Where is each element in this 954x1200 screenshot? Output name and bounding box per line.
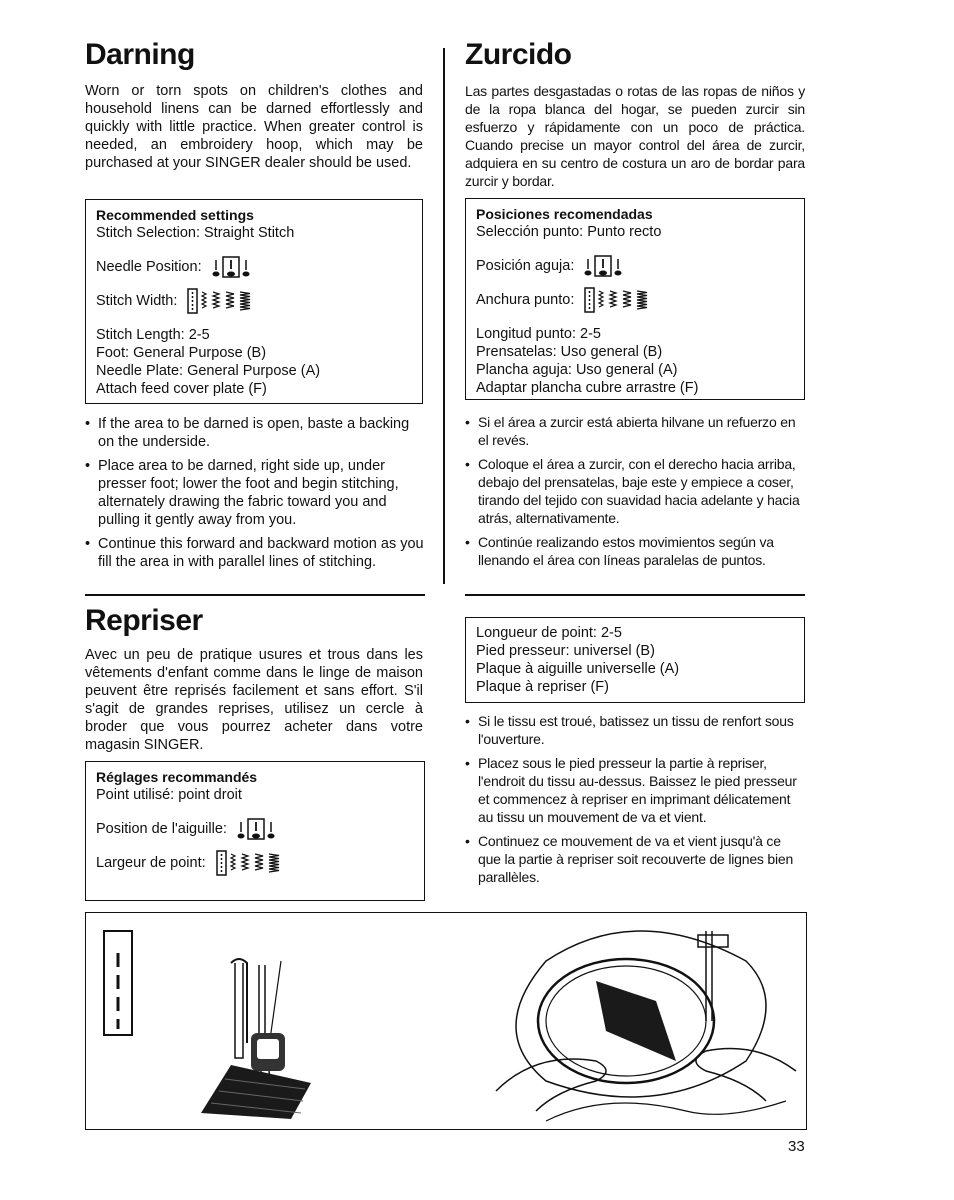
french-foot: Pied presseur: universel (B) [476, 643, 655, 659]
french-needle-position-row [96, 818, 414, 840]
spanish-stitch-length: Longitud punto: 2-5 [476, 326, 601, 342]
feed-cover-plate-icon [102, 929, 134, 1037]
list-item: • Continúe realizando estos movimientos según va llenando el área con líneas paralelas de puntos. [465, 533, 807, 569]
spanish-bullets [465, 413, 807, 575]
stitch-width-zero-icon [584, 287, 654, 313]
needle-position-center-icon [584, 255, 624, 277]
french-stitch-length: Longueur de point: 2-5 [476, 625, 622, 641]
spanish-foot: Prensatelas: Uso general (B) [476, 344, 663, 360]
english-needle-position-row [96, 256, 412, 278]
embroidery-hoop-hands-illustration [486, 921, 806, 1127]
spanish-intro: Las partes desgastadas o rotas de las ropas de niños y de la ropa blanca del hogar, se pueden zurcir sin esfuerzo y rápidamente con un poco de práctica. Cuando precise un mayor control del área de zurcir, adquiera en su centro de costura un aro de bordar para zurcir y bordar. [465, 83, 805, 189]
french-title: Repriser [85, 604, 203, 637]
english-title: Darning [85, 38, 195, 71]
french-bullets [465, 712, 807, 892]
spanish-stitch-width-row [476, 287, 794, 313]
darning-illustration-panel [85, 912, 807, 1130]
english-stitch-selection: Stitch Selection: Straight Stitch [96, 225, 295, 241]
french-needle-plate: Plaque à aiguille universelle (A) [476, 661, 680, 677]
french-stitch-width-row [96, 850, 414, 876]
french-stitch-selection: Point utilisé: point droit [96, 787, 242, 803]
list-item: • Coloque el área a zurcir, con el derecho hacia arriba, debajo del prensatelas, baje este y empiece a coser, tirando del tejido con suavidad hacia adelante y hacia atrás, alternativamente. [465, 455, 807, 527]
list-item: • Si el área a zurcir está abierta hilvane un refuerzo en el revés. [465, 413, 807, 449]
spanish-stitch-selection: Selección punto: Punto recto [476, 224, 662, 240]
column-divider [443, 48, 445, 584]
english-stitch-width-row [96, 288, 412, 314]
page-number: 33 [788, 1138, 805, 1155]
french-settings-box [85, 761, 425, 901]
spanish-needle-plate: Plancha aguja: Uso general (A) [476, 362, 678, 378]
spanish-feed-cover: Adaptar plancha cubre arrastre (F) [476, 380, 699, 396]
english-stitch-length: Stitch Length: 2-5 [96, 327, 210, 343]
english-foot: Foot: General Purpose (B) [96, 345, 267, 361]
french-intro: Avec un peu de pratique usures et trous dans les vêtements d'enfant comme dans le linge de maison peuvent être reprisés facilement et sans effort. S'il s'agit de grandes reprises, utilisez un cercle à broder que vous pourrez acheter dans votre magasin SINGER. [85, 647, 423, 753]
spanish-section [465, 40, 805, 190]
english-stitch-width-label: Stitch Width: [96, 292, 178, 309]
english-bullets [85, 415, 425, 577]
english-needle-position-label: Needle Position: [96, 258, 202, 275]
french-settings-heading: Réglages recommandés [96, 769, 258, 785]
french-settings-continued-box [465, 617, 805, 703]
french-stitch-width-label: Largeur de point: [96, 854, 206, 871]
spanish-settings-heading: Posiciones recomendadas [476, 206, 653, 222]
french-feed-cover: Plaque à repriser (F) [476, 679, 609, 695]
list-item: • Placez sous le pied presseur la partie à repriser, l'endroit du tissu au-dessus. Baissez le pied presseur et commencez à repriser en imprimant délicatement au tissu un mouvement de va et vient. [465, 754, 807, 826]
stitch-width-zero-icon [216, 850, 286, 876]
english-needle-plate: Needle Plate: General Purpose (A) [96, 363, 321, 379]
spanish-stitch-width-label: Anchura punto: [476, 291, 575, 308]
spanish-needle-position-label: Posición aguja: [476, 257, 575, 274]
french-section [85, 606, 423, 754]
stitch-width-zero-icon [187, 288, 257, 314]
list-item: • If the area to be darned is open, baste a backing on the underside. [85, 415, 425, 451]
spanish-title: Zurcido [465, 38, 572, 71]
presser-foot-needle-illustration [191, 953, 341, 1123]
list-item: • Continue this forward and backward motion as you fill the area in with parallel lines of stitching. [85, 535, 425, 571]
spanish-needle-position-row [476, 255, 794, 277]
english-settings-box [85, 199, 423, 404]
french-needle-position-label: Position de l'aiguille: [96, 820, 227, 837]
english-intro: Worn or torn spots on children's clothes and household linens can be darned effortlessly and quickly with little practice. When greater control is needed, an embroidery hoop, which may be purchased at your SINGER dealer should be used. [85, 83, 423, 171]
section-divider-left [85, 594, 425, 596]
list-item: • Place area to be darned, right side up, under presser foot; lower the foot and begin stitching, alternately drawing the fabric toward you and pulling it gently away from you. [85, 457, 425, 529]
list-item: • Si le tissu est troué, batissez un tissu de renfort sous l'ouverture. [465, 712, 807, 748]
spanish-settings-box [465, 198, 805, 400]
list-item: • Continuez ce mouvement de va et vient jusqu'à ce que la partie à repriser soit recouverte de lignes bien parallèles. [465, 832, 807, 886]
english-section [85, 40, 423, 172]
section-divider-right [465, 594, 805, 596]
english-settings-heading: Recommended settings [96, 207, 254, 223]
needle-position-center-icon [237, 818, 277, 840]
needle-position-center-icon [212, 256, 252, 278]
english-feed-cover: Attach feed cover plate (F) [96, 381, 267, 397]
